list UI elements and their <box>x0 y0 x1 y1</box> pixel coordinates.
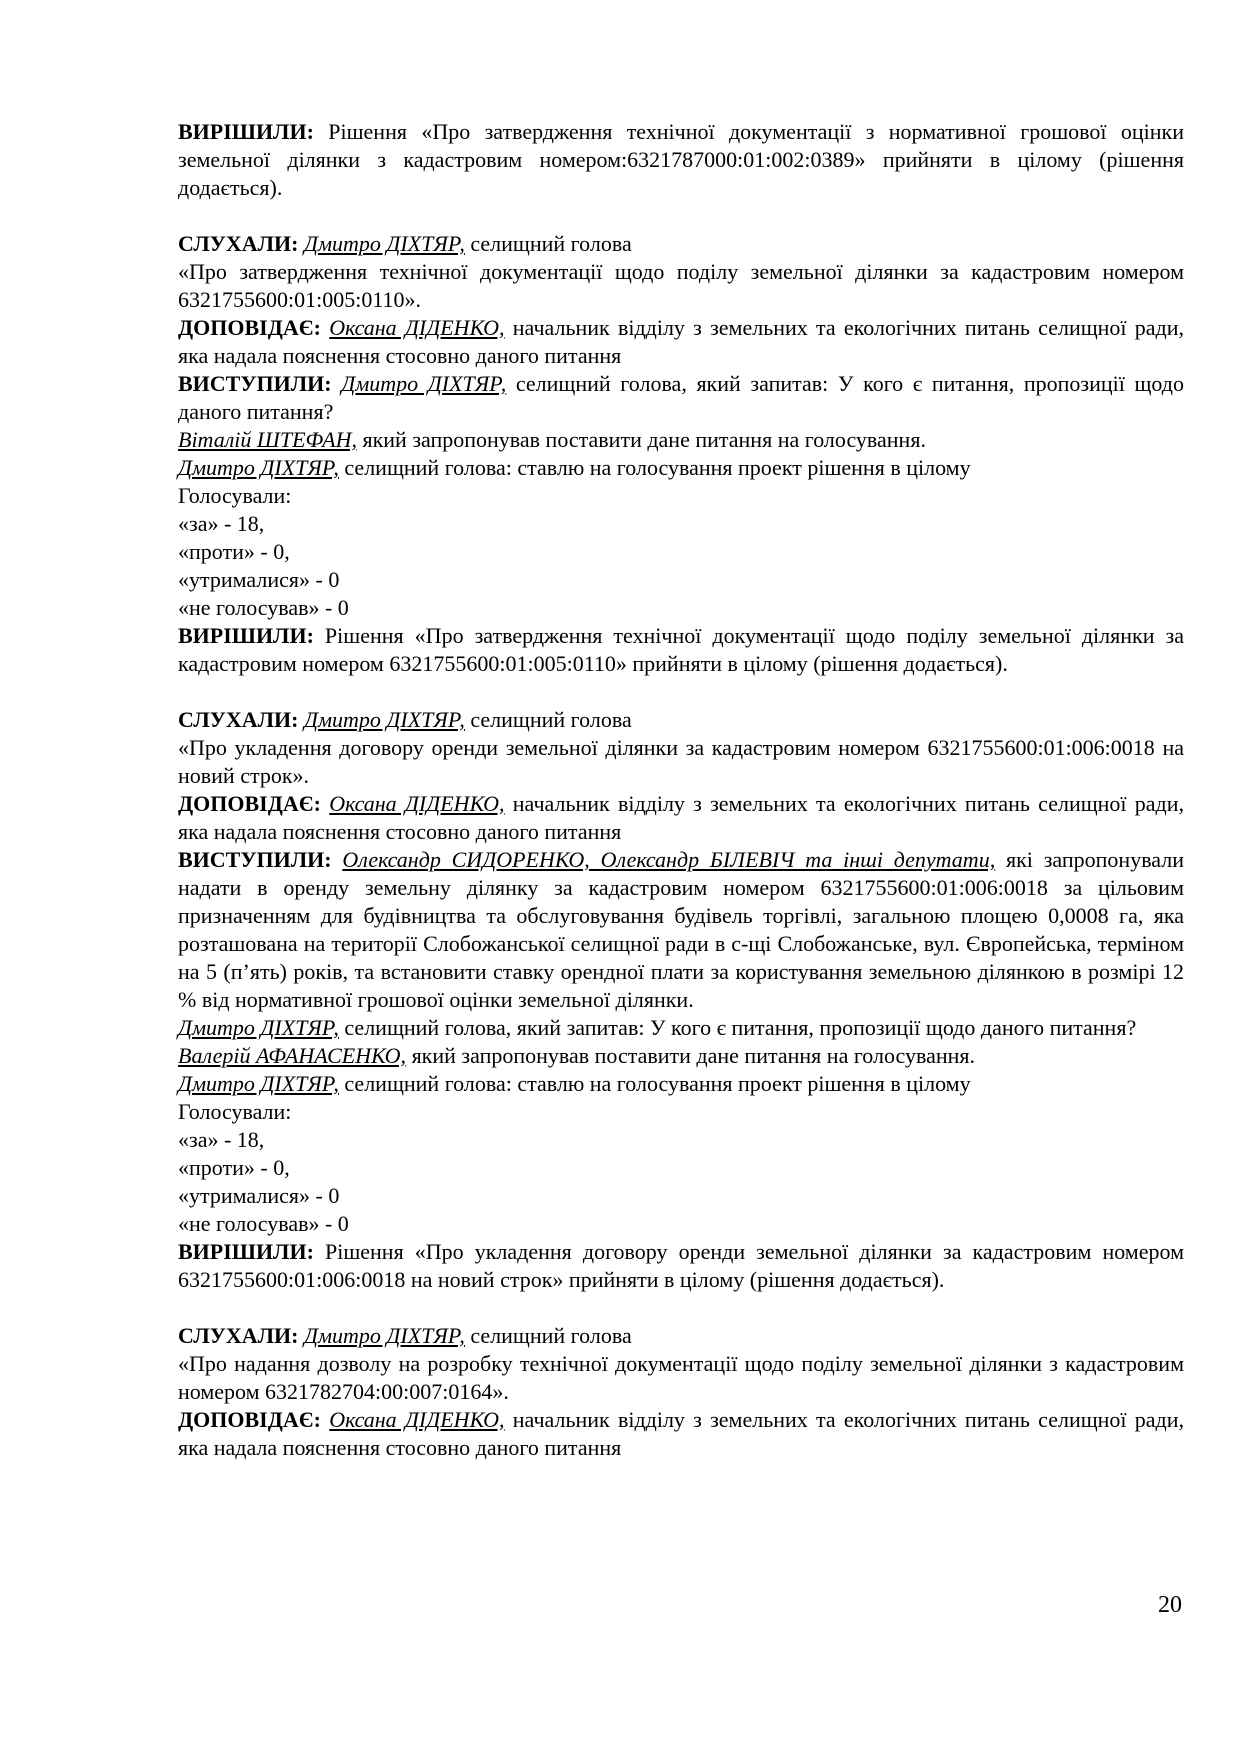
vote-abstained: «утрималися» - 0 <box>178 567 340 592</box>
question-paragraph <box>178 1014 1184 1042</box>
document-page <box>178 118 1184 1462</box>
vote-abstained: «утрималися» - 0 <box>178 1183 340 1208</box>
reporter-name: Оксана ДІДЕНКО, <box>329 791 505 816</box>
spoke-paragraph <box>178 370 1184 426</box>
report-paragraph <box>178 1406 1184 1462</box>
chair-text: селищний голова: ставлю на голосування проект рішення в цілому <box>338 1071 971 1096</box>
spoke-text: селищний голова, який запитав: У кого є питання, пропозиції щодо даного питання? <box>178 371 1184 424</box>
decision-paragraph <box>178 622 1184 678</box>
topic-paragraph: «Про надання дозволу на розробку технічної документації щодо поділу земельної ділянки з кадастровим номером 6321782704:00:007:0164». <box>178 1351 1184 1404</box>
vote-not-voted: «не голосував» - 0 <box>178 1211 349 1236</box>
decision-paragraph <box>178 118 1184 202</box>
proposal-text: який запропонував поставити дане питання на голосування. <box>406 1043 976 1068</box>
report-text: начальник відділу з земельних та екологічних питань селищної ради, яка надала пояснення стосовно даного питання <box>178 315 1185 368</box>
report-paragraph <box>178 790 1184 846</box>
chair-name: Дмитро ДІХТЯР, <box>178 455 339 480</box>
question-name: Дмитро ДІХТЯР, <box>178 1015 339 1040</box>
spoke-label: ВИСТУПИЛИ: <box>178 371 332 396</box>
heard-paragraph <box>178 1322 1184 1350</box>
reporter-name: Оксана ДІДЕНКО, <box>329 315 505 340</box>
decision-label: ВИРІШИЛИ: <box>178 623 314 648</box>
decision-text: Рішення «Про затвердження технічної документації з нормативної грошової оцінки земельної ділянки з кадастровим номером:6321787000:01:002:0389» прийняти в цілому (рішення додається). <box>178 119 1184 200</box>
decision-label: ВИРІШИЛИ: <box>178 119 314 144</box>
report-label: ДОПОВІДАЄ: <box>178 791 321 816</box>
proposal-paragraph <box>178 426 1184 454</box>
speaker-name: Дмитро ДІХТЯР, <box>303 1323 465 1348</box>
proposal-text: який запропонував поставити дане питання на голосування. <box>356 427 926 452</box>
topic-paragraph: «Про затвердження технічної документації щодо поділу земельної ділянки за кадастровим номером 6321755600:01:005:0110». <box>178 259 1184 312</box>
spoke-label: ВИСТУПИЛИ: <box>178 847 332 872</box>
report-label: ДОПОВІДАЄ: <box>178 1407 321 1432</box>
topic-paragraph: «Про укладення договору оренди земельної ділянки за кадастровим номером 6321755600:01:006:0018 на новий строк». <box>178 735 1184 788</box>
speaker-name: Дмитро ДІХТЯР, <box>303 231 465 256</box>
question-text: селищний голова, який запитав: У кого є питання, пропозиції щодо даного питання? <box>338 1015 1137 1040</box>
decision-paragraph <box>178 1238 1184 1294</box>
chair-paragraph <box>178 454 1184 482</box>
vote-for: «за» - 18, <box>178 511 265 536</box>
chair-text: селищний голова: ставлю на голосування проект рішення в цілому <box>338 455 971 480</box>
page-number: 20 <box>1158 1592 1182 1618</box>
spoke-name: Олександр СИДОРЕНКО, Олександр БІЛЕВІЧ та інші депутати, <box>342 847 996 872</box>
vote-title: Голосували: <box>178 1099 292 1124</box>
heard-label: СЛУХАЛИ: <box>178 1323 299 1348</box>
vote-against: «проти» - 0, <box>178 1155 290 1180</box>
chair-paragraph <box>178 1070 1184 1098</box>
vote-against: «проти» - 0, <box>178 539 290 564</box>
speaker-role: селищний голова <box>464 231 632 256</box>
report-label: ДОПОВІДАЄ: <box>178 315 321 340</box>
proposer-name: Віталій ШТЕФАН, <box>178 427 357 452</box>
chair-name: Дмитро ДІХТЯР, <box>178 1071 339 1096</box>
spoke-text: які запропонували надати в оренду земельну ділянку за кадастровим номером 6321755600:01:006:0018 за цільовим призначенням для будівництва та обслуговування будівель торгівлі, загальною площею 0,0008 га, яка розташована на території Слобожанської селищної ради в с-щі Слобожанське, вул. Європейська, терміном на 5 (п’ять) років, та встановити ставку орендної плати за користування земельною ділянкою в розмірі 12 % від нормативної грошової оцінки земельної ділянки. <box>178 847 1184 1012</box>
vote-title: Голосували: <box>178 483 292 508</box>
report-text: начальник відділу з земельних та екологічних питань селищної ради, яка надала пояснення стосовно даного питання <box>178 1407 1185 1460</box>
decision-text: Рішення «Про укладення договору оренди земельної ділянки за кадастровим номером 6321755600:01:006:0018 на новий строк» прийняти в цілому (рішення додається). <box>178 1239 1184 1292</box>
proposer-name: Валерій АФАНАСЕНКО, <box>178 1043 407 1068</box>
reporter-name: Оксана ДІДЕНКО, <box>329 1407 505 1432</box>
heard-label: СЛУХАЛИ: <box>178 707 299 732</box>
proposal-paragraph <box>178 1042 1184 1070</box>
speaker-role: селищний голова <box>464 707 632 732</box>
heard-label: СЛУХАЛИ: <box>178 231 299 256</box>
heard-paragraph <box>178 230 1184 258</box>
vote-for: «за» - 18, <box>178 1127 265 1152</box>
spoke-paragraph <box>178 846 1184 1014</box>
decision-text: Рішення «Про затвердження технічної документації щодо поділу земельної ділянки за кадастровим номером 6321755600:01:005:0110» прийняти в цілому (рішення додається). <box>178 623 1184 676</box>
report-text: начальник відділу з земельних та екологічних питань селищної ради, яка надала пояснення стосовно даного питання <box>178 791 1185 844</box>
report-paragraph <box>178 314 1184 370</box>
decision-label: ВИРІШИЛИ: <box>178 1239 314 1264</box>
heard-paragraph <box>178 706 1184 734</box>
speaker-role: селищний голова <box>464 1323 632 1348</box>
vote-not-voted: «не голосував» - 0 <box>178 595 349 620</box>
spoke-name: Дмитро ДІХТЯР, <box>341 371 507 396</box>
speaker-name: Дмитро ДІХТЯР, <box>303 707 465 732</box>
